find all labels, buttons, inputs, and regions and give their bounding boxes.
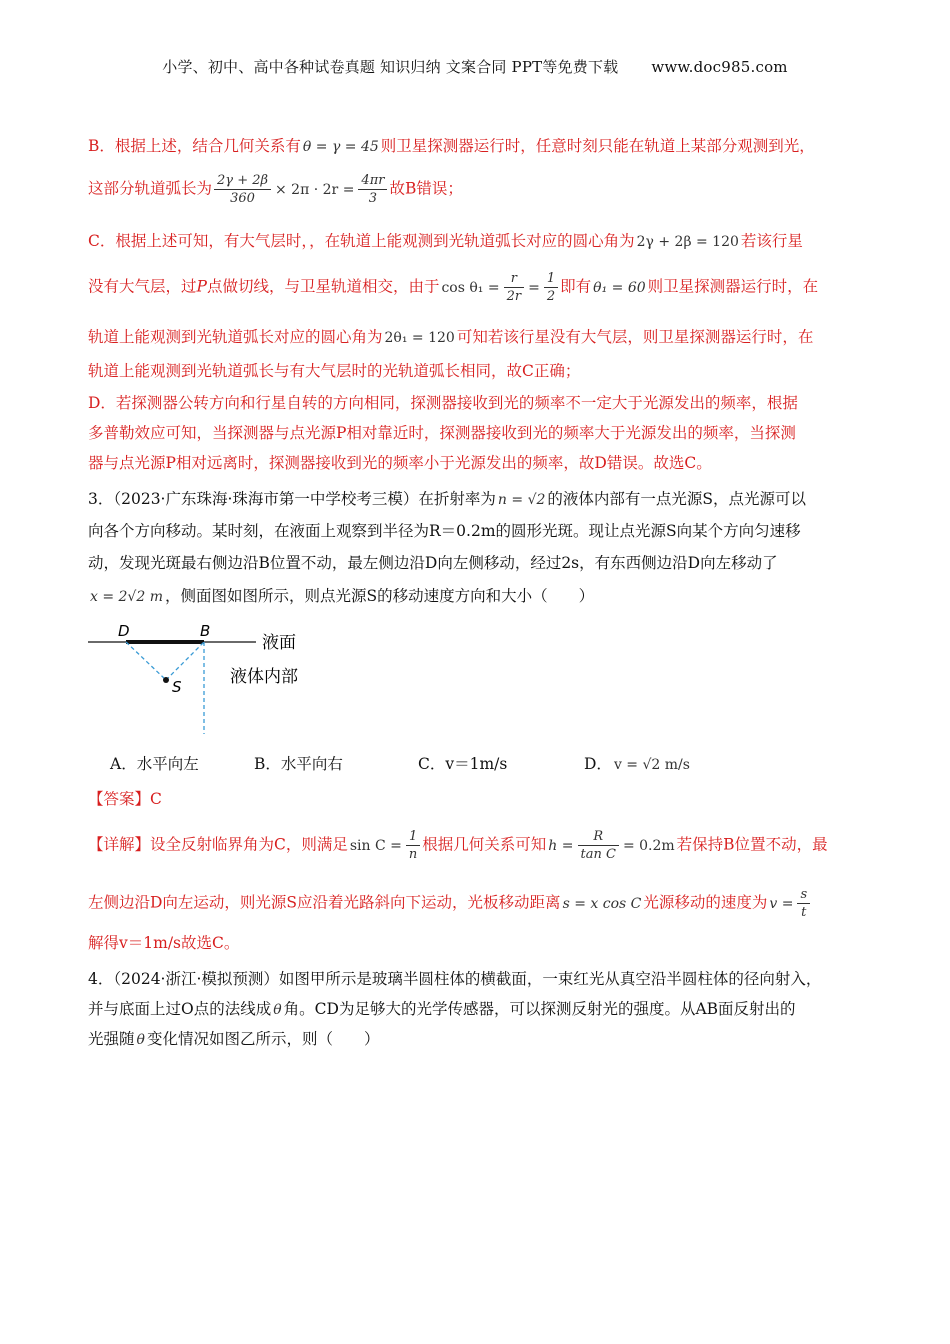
q4-line3 [88,1028,863,1051]
fraction [504,270,525,305]
denominator: n [408,847,418,862]
label-B: B [200,622,211,640]
option-d-math: v = √2 m/s [613,757,690,773]
text: 左侧边沿D向左运动，则光源S应沿着光路斜向下运动，光板移动距离 [88,893,561,912]
denominator: 360 [230,191,255,206]
math-theta: θ [273,1002,282,1018]
text: 则卫星探测器运行时，任意时刻只能在轨道上某部分观测到光， [380,137,815,155]
denominator: 3 [368,191,378,206]
denominator: t [801,905,807,920]
partB-line1 [88,135,863,158]
text: 轨道上能观测到光轨道弧长对应的圆心角为 [88,328,383,346]
math: × 2π · 2r = [275,181,355,198]
denominator: tan C [580,847,616,862]
text: 并与底面上过O点的法线成 [88,1000,272,1018]
math: = 0.2m [622,837,675,854]
q4-line2 [88,998,863,1021]
math: 2θ₁ = 120 [384,330,455,346]
q4-line1: 4．（2024·浙江·模拟预测）如图甲所示是玻璃半圆柱体的横截面，一束红光从真空沿半圆柱体的径向射入， [88,970,822,988]
math-theta-eq: θ = γ = 45 [302,139,379,155]
option-a[interactable]: A．水平向左 [110,755,199,773]
numerator: s [797,886,810,904]
detail-line1 [88,828,863,863]
partD-line1: D．若探测器公转方向和行星自转的方向相同，探测器接收到光的频率不一定大于光源发出的频率，根据 [88,394,798,412]
q3-line4 [88,585,863,608]
label-surface: 液面 [262,633,296,653]
math: = [528,279,540,296]
text: 角。CD为足够大的光学传感器，可以探测反射光的强度。从AB面反射出的 [283,1000,796,1018]
math: h = [548,837,574,854]
option-d-label: D． [584,755,612,773]
fraction [544,270,558,305]
numerator: r [504,270,525,288]
partC-line3 [88,326,863,349]
text: 即有 [560,277,592,296]
text: 3．（2023·广东珠海·珠海市第一中学校考三模）在折射率为 [88,490,496,508]
fraction [797,886,810,921]
text: 光源移动的速度为 [643,893,768,912]
page-header [0,56,950,77]
text: 光强随 [88,1030,135,1048]
label-S: S [172,678,182,696]
q3-figure [86,618,346,738]
header-url[interactable]: www.doc985.com [651,58,788,76]
math: cos θ₁ = [441,279,500,296]
option-c[interactable]: C．v＝1m/s [418,755,508,773]
text: 则卫星探测器运行时，在 [647,277,819,296]
ray-SB [166,642,204,680]
text: 这部分轨道弧长为 [88,179,213,198]
source-point [163,677,169,683]
numerator: 2γ + 2β [214,172,271,190]
text: ，侧面图如图所示，则点光源S的移动速度方向和大小（ ） [165,587,595,605]
math: sin C = [349,837,402,854]
text: 故B错误； [389,179,463,198]
option-b[interactable]: B．水平向右 [254,755,343,773]
label-inside: 液体内部 [230,667,298,687]
detail-line2 [88,886,863,921]
text: 若保持B位置不动，最 [676,835,828,854]
option-d[interactable] [584,752,692,774]
text: 若该行星 [740,232,803,250]
math-x: x = 2√2 m [90,589,163,605]
math-n: n = √2 [497,492,546,508]
label-D: D [118,622,130,640]
fraction [214,172,271,207]
detail-line3: 解得v＝1m/s故选C。 [88,934,240,952]
text: 没有大气层，过 [88,277,197,296]
q3-line2: 向各个方向移动。某时刻，在液面上观察到半径为R＝0.2m的圆形光斑。现让点光源S向某个方向匀速移 [88,522,801,540]
numerator: 1 [406,828,420,846]
text: C．根据上述可知，有大气层时，，在轨道上能观测到光轨道弧长对应的圆心角为 [88,232,635,250]
partC-line2 [88,270,863,305]
numerator: R [578,828,619,846]
numerator: 1 [544,270,558,288]
point-P: P [196,277,207,296]
fraction [358,172,387,207]
q3-line3: 动，发现光斑最右侧边沿B位置不动，最左侧边沿D向左侧移动，经过2s，有东西侧边沿D向左移动了 [88,554,778,572]
text: 可知若该行星没有大气层，则卫星探测器运行时，在 [456,328,814,346]
math: s = x cos C [562,895,642,912]
partC-line4: 轨道上能观测到光轨道弧长与有大气层时的光轨道弧长相同，故C正确； [88,362,581,380]
header-title: 小学、初中、高中各种试卷真题 知识归纳 文案合同 PPT等免费下载 [162,58,619,76]
ray-SD [126,642,166,680]
partD-line3: 器与点光源P相对远离时，探测器接收到光的频率小于光源发出的频率，故D错误。故选C。 [88,454,712,472]
q3-line1 [88,488,863,511]
partB-line2 [88,172,863,207]
denominator: 2 [546,289,556,304]
math: 2γ + 2β = 120 [636,234,739,250]
fraction [406,828,420,863]
math-theta: θ [136,1032,145,1048]
partD-line2: 多普勒效应可知，当探测器与点光源P相对靠近时，探测器接收到光的频率大于光源发出的频率，当探测 [88,424,796,442]
numerator: 4πr [358,172,387,190]
text: 根据几何关系可知 [422,835,547,854]
text: 变化情况如图乙所示，则（ ） [146,1030,380,1048]
partC-line1 [88,230,863,253]
answer-line: 【答案】C [88,790,162,808]
text: 的液体内部有一点光源S，点光源可以 [547,490,807,508]
denominator: 2r [506,289,522,304]
text: 点做切线，与卫星轨道相交，由于 [206,277,440,296]
math: θ₁ = 60 [593,279,646,296]
text: B．根据上述，结合几何关系有 [88,137,301,155]
fraction [578,828,619,863]
math: v = [769,895,794,912]
text: 【详解】设全反射临界角为C，则满足 [88,835,348,854]
